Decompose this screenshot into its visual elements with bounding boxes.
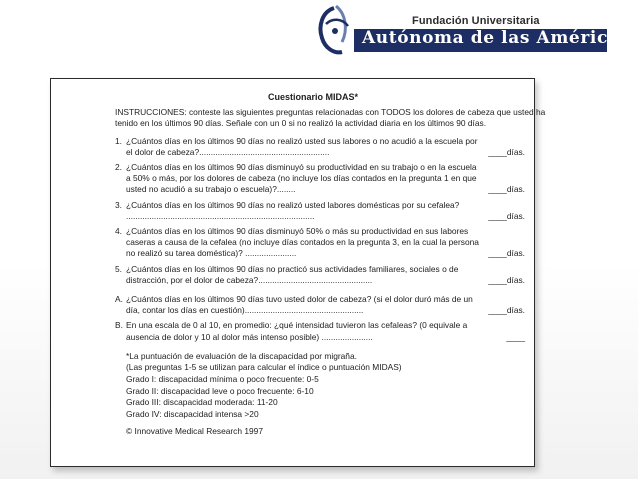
question-b: [115, 320, 555, 342]
question-number: B.: [115, 320, 123, 331]
copyright: © Innovative Medical Research 1997: [126, 426, 263, 437]
grade-line: Grado III: discapacidad moderada: 11-20: [126, 397, 278, 408]
university-emblem-icon: [312, 4, 356, 56]
grade-line: Grado IV: discapacidad intensa >20: [126, 408, 259, 419]
question-text: ¿Cuántos días en los últimos 90 días no practicó sus actividades familiares, sociales o de distracción, por el dolor de cabeza?.................................................: [126, 263, 459, 285]
instructions-text: INSTRUCCIONES: conteste las siguientes preguntas relacionadas con TODOS los dolores de cabeza que usted ha tenido en los últimos 90 días. Señale con un 0 si no realizó la actividad diaria en los últimos 90 días.: [115, 107, 546, 129]
footnote-line: *La puntuación de evaluación de la discapacidad por migraña.: [126, 350, 357, 361]
university-logo: [312, 4, 632, 56]
answer-blank: ____: [506, 331, 525, 342]
question-text: ¿Cuántos días en los últimos 90 días no realizó usted sus labores o no acudió a la escuela por el dolor de cabeza?........................................................: [126, 135, 478, 157]
answer-blank: ____días.: [488, 274, 525, 285]
grade-line: Grado II: discapacidad leve o poco frecuente: 6-10: [126, 385, 314, 396]
question-number: 4.: [115, 226, 122, 237]
question-2: [115, 162, 555, 196]
question-number: A.: [115, 294, 123, 305]
answer-blank: ____días.: [488, 184, 525, 195]
question-text: ¿Cuántos días en los últimos 90 días tuvo usted dolor de cabeza? (si el dolor duró más de un día, contar los días en cuestión)...................................................: [126, 294, 473, 316]
question-number: 3.: [115, 199, 122, 210]
midas-card: [50, 78, 546, 467]
logo-subtitle: Fundación Universitaria: [412, 15, 540, 27]
footnote: [115, 351, 555, 438]
answer-blank: ____días.: [488, 305, 525, 316]
question-text: En una escala de 0 al 10, en promedio: ¿qué intensidad tuvieron las cefaleas? (0 equivale a ausencia de dolor y 10 al dolor más intenso posible) ......................: [126, 320, 468, 342]
question-text: ¿Cuántos días en los últimos 90 días disminuyó 50% o más su productividad en sus labores caseras a causa de la cefalea (no incluye días contados en la pregunta 3, en la cual la persona no realizó su tarea doméstica)? ......................: [126, 226, 479, 259]
logo-title: Autónoma de las Américas: [362, 28, 630, 48]
answer-blank: ____días.: [488, 210, 525, 221]
answer-blank: ____días.: [488, 146, 525, 157]
question-number: 5.: [115, 263, 122, 274]
answer-blank: ____días.: [488, 248, 525, 259]
question-5: [115, 264, 555, 286]
questionnaire-title: Cuestionario MIDAS*: [267, 92, 358, 102]
question-a: [115, 294, 555, 316]
question-text: ¿Cuántos días en los últimos 90 días no realizó usted labores domésticas por su cefalea? .................................................................................: [126, 199, 460, 221]
question-1: [115, 136, 555, 158]
question-number: 2.: [115, 162, 122, 173]
question-3: [115, 200, 555, 222]
footnote-line: (Las preguntas 1-5 se utilizan para calcular el índice o puntuación MIDAS): [126, 362, 402, 373]
question-number: 1.: [115, 135, 122, 146]
grade-line: Grado I: discapacidad mínima o poco frecuente: 0-5: [126, 374, 319, 385]
question-text: ¿Cuántos días en los últimos 90 días disminuyó su productividad en su trabajo o en la escuela a 50% o más, por los dolores de cabeza (no incluye los días contados en la pregunta 1 en que usted no acudió a su trabajo o escuela)?........: [126, 162, 477, 195]
question-4: [115, 226, 555, 260]
